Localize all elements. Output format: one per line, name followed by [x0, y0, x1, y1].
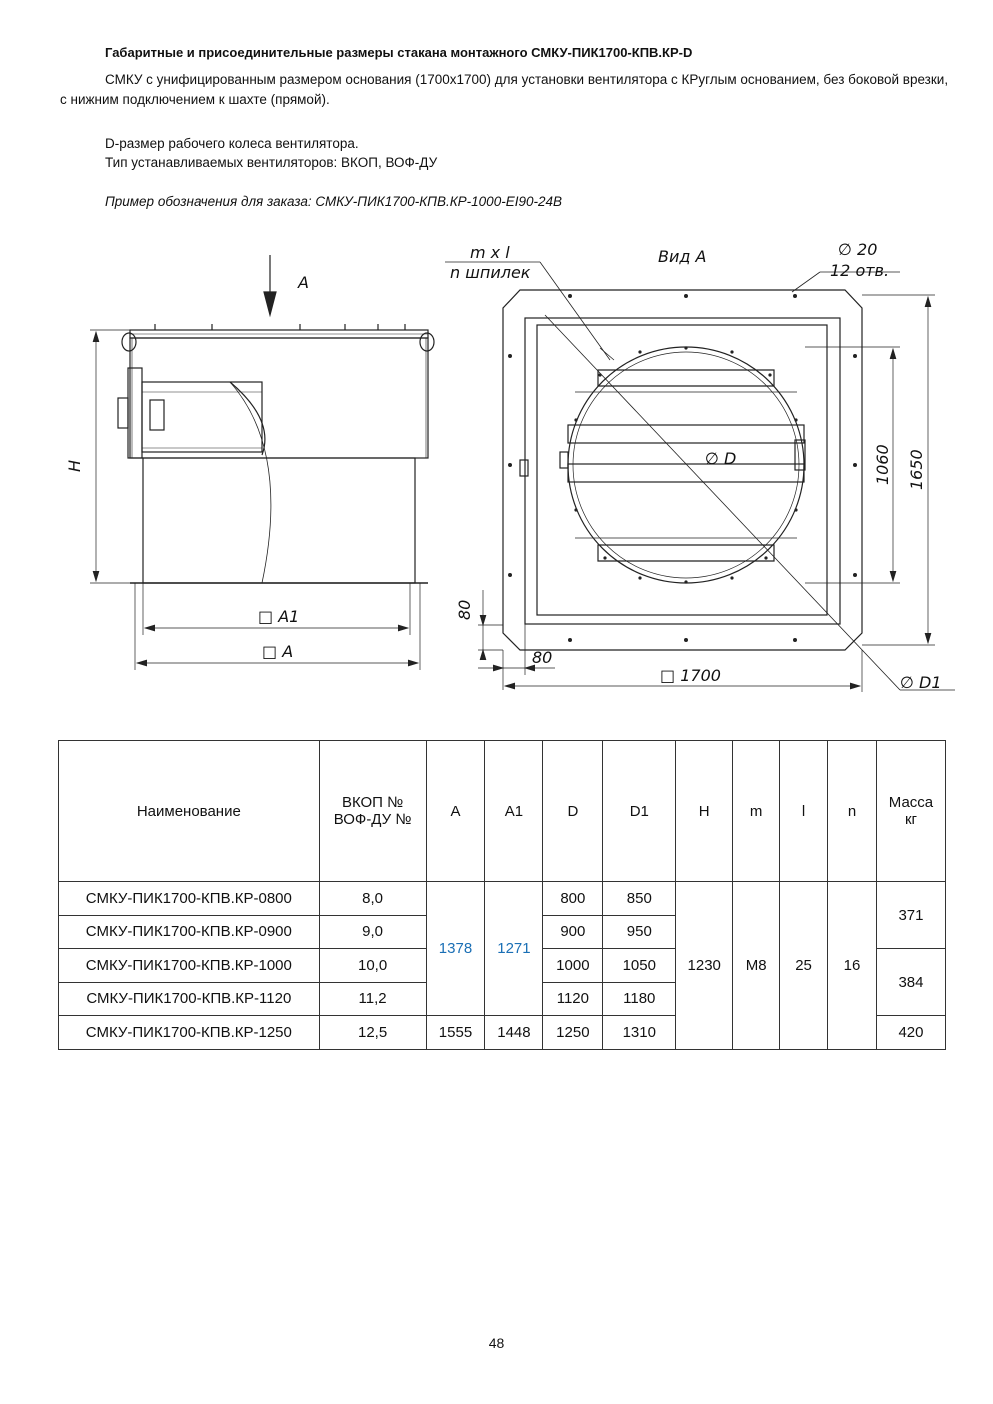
cell-a1-merged: 1271: [485, 882, 543, 1016]
cell-d1: 1310: [603, 1016, 676, 1050]
header-mass-line1: Масса: [888, 794, 934, 811]
description-text: СМКУ с унифицированным размером основания (1700х1700) для установки вентилятора с КРуглым основанием, без боковой врезки, с нижним подключением к шахте (прямой).: [60, 72, 949, 107]
cell-fan: 11,2: [319, 982, 426, 1016]
order-example-text: Пример обозначения для заказа: СМКУ-ПИК1700-КПВ.КР-1000-EI90-24В: [105, 194, 562, 209]
cell-fan: 10,0: [319, 949, 426, 983]
specs-table: [58, 740, 946, 1050]
header-fan-line1: ВКОП №: [341, 794, 404, 811]
header-d: D: [543, 741, 603, 882]
header-name: Наименование: [59, 741, 320, 882]
header-mass-line2: кг: [904, 811, 917, 828]
height-label: Н: [65, 459, 84, 472]
a1-dimension-label: □ А1: [258, 607, 300, 626]
dim-1650: 1650: [907, 449, 926, 490]
d1-diameter-label: ∅ D1: [900, 673, 942, 692]
technical-drawing: [0, 220, 993, 710]
studs-size-label: m x l: [470, 243, 510, 262]
cell-mass-a: 371: [876, 882, 945, 949]
page-title: Габаритные и присоединительные размеры стакана монтажного СМКУ-ПИК1700-КПВ.КР-D: [105, 45, 693, 60]
hole-diameter-label: ∅ 20: [838, 240, 878, 259]
header-fan: [319, 741, 426, 882]
header-d1: D1: [603, 741, 676, 882]
page-number: 48: [488, 1335, 505, 1351]
cell-a-merged: 1378: [426, 882, 485, 1016]
header-fan-line2: ВОФ-ДУ №: [333, 811, 412, 828]
cell-fan: 12,5: [319, 1016, 426, 1050]
cell-a1: 1448: [485, 1016, 543, 1050]
table-row: [59, 882, 946, 916]
hole-count-label: 12 отв.: [830, 261, 890, 280]
cell-fan: 8,0: [319, 882, 426, 916]
arrow-a-label: А: [298, 273, 309, 292]
a-dimension-label: □ А: [262, 642, 294, 661]
dim-1700: □ 1700: [660, 666, 721, 685]
header-mass: [876, 741, 945, 882]
cell-d: 1250: [543, 1016, 603, 1050]
header-a: А: [426, 741, 485, 882]
view-a-label: Вид А: [658, 247, 707, 266]
header-a1: А1: [485, 741, 543, 882]
cell-d1: 1180: [603, 982, 676, 1016]
cell-name: СМКУ-ПИК1700-КПВ.КР-1250: [59, 1016, 320, 1050]
cell-d: 800: [543, 882, 603, 916]
cell-d: 900: [543, 915, 603, 949]
d-note-text: D-размер рабочего колеса вентилятора.: [105, 136, 359, 151]
cell-d: 1120: [543, 982, 603, 1016]
header-m: m: [733, 741, 780, 882]
header-l: l: [780, 741, 828, 882]
cell-fan: 9,0: [319, 915, 426, 949]
cell-name: СМКУ-ПИК1700-КПВ.КР-0900: [59, 915, 320, 949]
cell-m-merged: М8: [733, 882, 780, 1050]
cell-name: СМКУ-ПИК1700-КПВ.КР-0800: [59, 882, 320, 916]
d-diameter-label: ∅ D: [705, 449, 737, 468]
table-header-row: [59, 741, 946, 882]
dim-1060: 1060: [873, 444, 892, 485]
dim-80-vertical: 80: [455, 599, 474, 620]
cell-a: 1555: [426, 1016, 485, 1050]
cell-h-merged: 1230: [676, 882, 733, 1050]
cell-d1: 950: [603, 915, 676, 949]
studs-count-label: n шпилек: [450, 263, 531, 282]
header-n: n: [828, 741, 877, 882]
cell-mass-b: 384: [876, 949, 945, 1016]
fan-types-text: Тип устанавливаемых вентиляторов: ВКОП, ВОФ-ДУ: [105, 155, 438, 170]
header-h: H: [676, 741, 733, 882]
cell-d1: 1050: [603, 949, 676, 983]
cell-d1: 850: [603, 882, 676, 916]
cell-name: СМКУ-ПИК1700-КПВ.КР-1000: [59, 949, 320, 983]
cell-name: СМКУ-ПИК1700-КПВ.КР-1120: [59, 982, 320, 1016]
dim-80-horizontal: 80: [532, 648, 553, 667]
cell-l-merged: 25: [780, 882, 828, 1050]
cell-n-merged: 16: [828, 882, 877, 1050]
cell-mass-c: 420: [876, 1016, 945, 1050]
cell-d: 1000: [543, 949, 603, 983]
